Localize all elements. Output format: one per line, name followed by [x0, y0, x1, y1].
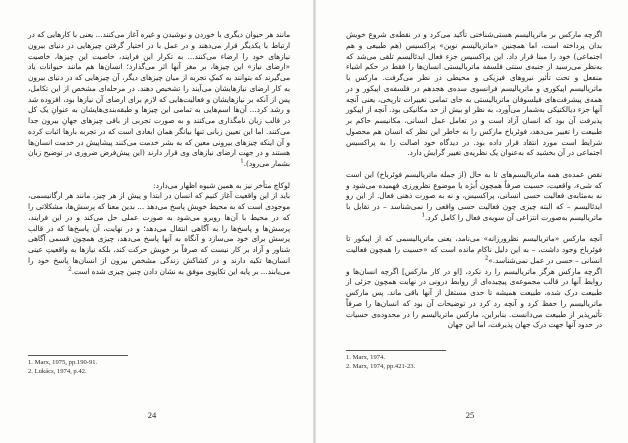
right-paragraph-1: اگرچه مارکس بر ماتریالیسم هستی‌شناختی تأکید می‌کرد و در نقطه‌ی شروع خویش بدان پرداخته است، اما همچنین «ماتریالیسم نوین» پراکسیس (هم طبیعی و هم اجتماعی) خود را مبنا قرار داد. این پراکسیس جزء فعال ایدئالیسم تلقی می‌شد که به‌نظر می‌رسید از جنبه‌ی سنتی فلسفه ماتریالیستی انسان‌ها را فقط در حکم اشیاء منفعل و تحت تأثیر نیروهای فیزیکی و محیطی در نظر می‌گرفت. مارکس با ماتریالیسم اپیکوری و ماتریالیسم فرانسوی سده‌ی هجدهم در فلسفه‌ی اپیکور و در همه‌ی پیشرفت‌های فیلسوفان ماتریالیستی به جای تمامی تغییرات تاریخی، یعنی آنچه آنها جزء دیالکتیکی به‌شمار می‌آورد، به نظر او بیش از حد مکانیکی بود. آنچه از اپیکور پذیرفت آن بود که انسان آزاد است و در تعامل عمل انسانی، مکانیسم حاکم بر طبیعت را تغییر می‌دهد، فوئرباخ مارکس را به خاطر این نظر که انسان هم محصول شرایط است مورد انتقاد قرار داده بود. در دیدگاه خود اصالت را به پراکسیس اجتماعی در آن بخشید که به‌عنوان یک نظریه‌ی تغییر گرایش دارد.: [346, 30, 602, 158]
right-paragraph-2: نقص عمده‌ی همه ماتریالیسم‌های تا به حال (از جمله ماتریالیسم فوئرباخ) این است که شیء، واقعیت، حسیت صرفاً همچون اُبژه یا موضوع نظرورزی فهمیده می‌شود و نه به‌مثابه‌ی فعالیت حسی انسانی، پراکسیس، و نه به صورت ذهنی فعال. از این رو ایدئالیسم – که البته چیزی چون فعالیت حسی واقعی را نمی‌شناسد – در تقابل با ماتریالیسم به‌صورت انتزاعی آن سویه‌ی فعال را کامل کرد.$^1$: [346, 169, 602, 222]
right-paragraph-3: آنچه مارکس «ماتریالیسم نظرورزانه» می‌نامد، یعنی ماتریالیسمی که از اپیکور تا فوئرباخ وجود داشت، – به این دلیل ناکام مانده است که «حسیت را همچون فعالیت انسانی – حسی در عمل نمی‌شناسد.»$^2$: [346, 234, 602, 265]
footnote-separator: [346, 350, 446, 351]
footnote: 2. Lukács, 1974, p.42.: [28, 367, 87, 375]
right-page: [316, 0, 628, 443]
left-page: [0, 0, 313, 443]
footnote: 1. Marx, 1975, pp.190-91.: [28, 359, 98, 366]
footnote-ref: 2: [484, 255, 489, 262]
left-paragraph-3: باید از این واقعیت آغاز کنیم که انسان در ابتدا و پیش از هر چیز، مانند هر ارگانیسمی، موجودی است که به محیط خویش پاسخ می‌دهد ... بدین معنا که پرسش‌ها، مشکلاتی را که در محیط با آن‌ها روبرو می‌شود به صورت عملی حل می‌کند و در این فرایند، پرسش‌ها و پاسخ‌ها را به آگاهی انتقال می‌دهد؛ و در نهایت، آن پاسخ‌ها که در قالب پرسش برای خود می‌سازد و آنگاه به آنها پاسخ می‌دهد، چیزی همچون قسمی آگاهی شناور و آزاد بر کار نیست که صرفاً بر خویش حرکت کند، بلکه نیازها به واقعیتِ عینی انسان‌ها تکیه دارند و در کشاکش زندگی مشخص بیرون از انسان‌ها پاسخ خود را می‌یابند... بر پایه این تکاپوی موفق به نشان دادن چنین چیزی شده است.$^2$: [28, 191, 290, 276]
right-footnotes: [346, 354, 602, 371]
right-page-body: [346, 30, 602, 331]
footnote-ref: 1: [421, 212, 425, 219]
left-footnotes: [28, 359, 290, 376]
page-number: 24: [147, 410, 157, 420]
footnote: 1. Marx, 1974.: [346, 354, 386, 361]
right-paragraph-4: اگرچه مارکس هرگز ماتریالیسم را رد نکرد، [او در کار مارکس] اگرچه انسان‌ها و روابط آنها در قالب مجموعه‌ی پیچیده‌ای از روابط درونی در نهایت همچون جزئی از طبیعت درک شده، طبیعت همیشه تا حدی مستقل از آنها باقی ماند. پس مارکس ماتریالیسم را حفظ کرد و آنچه رد کرد در توضیحات آن بود که انسان‌ها را صرفاً تأثیرپذیر از طبیعت می‌دانست. بنابراین، مارکس ماتریالیسم را در محدوده‌ی حسیات در حدود آنها جهت درک جهان پذیرفت، اما این جهان: [346, 266, 602, 330]
page-number: 25: [465, 410, 475, 420]
left-page-body: [28, 30, 290, 277]
footnote-ref: 2: [68, 266, 72, 273]
footnote: 2. Marx, 1974, pp.421-23.: [346, 362, 416, 370]
footnote-ref: 1: [240, 158, 244, 165]
left-paragraph-1: مانند هر حیوان دیگری با خوردن و نوشیدن و غیره آغاز می‌کنند... یعنی با کارهایی که در ارتباط با یکدیگر قرار می‌دهند و در عمل با در اختیار گرفتن چیزهایی در دنیای بیرون نیازهای خود را ارضاء می‌کنند... به تکرار این فرایند، خاصیت این چیزها، خاصیت «ارضای نیاز» این چیزها، بر مغز آنها اثر می‌گذارد؛ انسان‌ها هم مانند حیوانات یاد می‌گیرند که بتوانند به کمکِ تجربه از میان چیزهای دیگر، آن چیزهایی که در دنیای بیرون به کار ارضای نیازهایشان می‌آیند را تشخیص دهند. در مرحله‌ای مشخص از این تکامل، پس از آنکه بر نیازهایشان و فعالیت‌هایی که لازم برای ارضای آن نیازها بود، افزوده شد و رشد کرد... آن‌ها اسم‌هایی به تمامی این چیزها و طبقه‌بندی‌هایشان به عنوانِ یک کل در قالب زبان نامگذاری می‌کنند و به صورت تجربی از باقی چیزهای جهانِ بیرون جدا می‌کنند. اما این تعیین زبانی تنها بیانگر همان ابعادی است که در تجربه بارها اثبات کرده و آن اینکه چیزهای بیرونی معین که به بشر خدمت می‌کنند پیشاپیش در خدمت انسان‌ها هستند و در جهت ارضای نیازهای وی قرار دارند (این پیش‌فرض ضروری در توضیح زبان بشمار می‌رود).$^1$: [28, 30, 290, 168]
quote-intro: لوکاچ متأخر نیز به همین شیوه اظهار می‌دارد:: [153, 180, 290, 190]
footnote-separator: [28, 355, 128, 356]
